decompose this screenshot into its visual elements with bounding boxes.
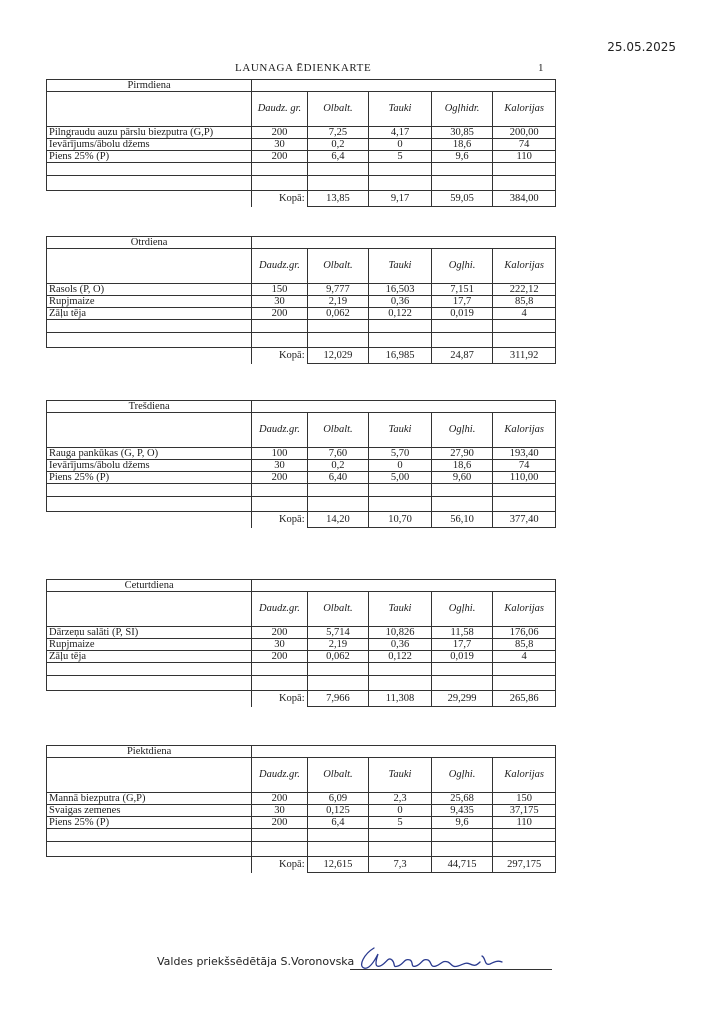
total-spacer <box>47 691 252 707</box>
item-name: Mannā biezputra (G,P) <box>47 793 252 805</box>
item-protein: 5,714 <box>307 627 369 639</box>
item-protein: 2,19 <box>307 296 369 308</box>
item-fat: 5,70 <box>369 448 432 460</box>
item-fat: 5,00 <box>369 472 432 484</box>
item-protein: 9,777 <box>307 284 369 296</box>
day-name-spacer <box>252 80 556 92</box>
column-header: Ogļhi. <box>431 758 493 793</box>
item-qty: 150 <box>252 284 307 296</box>
item-name: Rupjmaize <box>47 639 252 651</box>
blank-row <box>47 676 556 691</box>
item-qty: 200 <box>252 627 307 639</box>
total-fat: 16,985 <box>369 348 432 364</box>
column-header: Tauki <box>369 92 432 127</box>
item-kcal: 37,175 <box>493 805 556 817</box>
total-carbs: 56,10 <box>431 512 493 528</box>
day-name-spacer <box>252 746 556 758</box>
item-name: Ievārījums/ābolu džems <box>47 139 252 151</box>
item-kcal: 74 <box>493 460 556 472</box>
column-header: Olbalt. <box>307 758 369 793</box>
item-kcal: 74 <box>493 139 556 151</box>
day-name-spacer <box>252 237 556 249</box>
day-name-row <box>47 237 556 249</box>
blank-cell <box>252 176 307 191</box>
header-item-cell <box>47 758 252 793</box>
item-name: Dārzeņu salāti (P, SI) <box>47 627 252 639</box>
blank-cell <box>493 333 556 348</box>
blank-cell <box>369 333 432 348</box>
blank-row <box>47 663 556 676</box>
total-carbs: 44,715 <box>431 857 493 873</box>
blank-cell <box>47 676 252 691</box>
menu-table <box>46 236 556 364</box>
item-carbs: 0,019 <box>431 651 493 663</box>
item-name: Zāļu tēja <box>47 308 252 320</box>
item-fat: 4,17 <box>369 127 432 139</box>
blank-row <box>47 333 556 348</box>
signatory-label: Valdes priekšsēdētāja S.Voronovska <box>157 955 355 968</box>
menu-row <box>47 460 556 472</box>
item-carbs: 0,019 <box>431 308 493 320</box>
item-name: Piens 25% (P) <box>47 817 252 829</box>
column-header: Tauki <box>369 249 432 284</box>
blank-cell <box>493 842 556 857</box>
item-carbs: 17,7 <box>431 296 493 308</box>
item-kcal: 176,06 <box>493 627 556 639</box>
column-header: Olbalt. <box>307 592 369 627</box>
item-kcal: 193,40 <box>493 448 556 460</box>
item-qty: 200 <box>252 793 307 805</box>
blank-cell <box>47 333 252 348</box>
header-row <box>47 758 556 793</box>
blank-cell <box>307 484 369 497</box>
item-carbs: 9,60 <box>431 472 493 484</box>
blank-cell <box>307 676 369 691</box>
item-name: Ievārījums/ābolu džems <box>47 460 252 472</box>
menu-table <box>46 745 556 873</box>
item-fat: 0 <box>369 460 432 472</box>
item-qty: 30 <box>252 296 307 308</box>
item-kcal: 110 <box>493 151 556 163</box>
item-protein: 6,4 <box>307 817 369 829</box>
item-carbs: 9,6 <box>431 817 493 829</box>
blank-cell <box>431 484 493 497</box>
day-name: Ceturtdiena <box>47 580 252 592</box>
blank-cell <box>431 842 493 857</box>
item-qty: 30 <box>252 805 307 817</box>
item-qty: 200 <box>252 308 307 320</box>
column-header: Daudz. gr. <box>252 92 307 127</box>
blank-row <box>47 829 556 842</box>
item-name: Piens 25% (P) <box>47 472 252 484</box>
blank-cell <box>369 842 432 857</box>
document-title: LAUNAGA ĒDIENKARTE <box>235 62 372 74</box>
column-header: Ogļhidr. <box>431 92 493 127</box>
blank-cell <box>47 829 252 842</box>
blank-cell <box>493 829 556 842</box>
item-kcal: 4 <box>493 308 556 320</box>
blank-cell <box>47 497 252 512</box>
day-name-row <box>47 580 556 592</box>
total-kcal: 384,00 <box>493 191 556 207</box>
menu-row <box>47 296 556 308</box>
day-table-friday <box>46 745 556 873</box>
item-fat: 5 <box>369 151 432 163</box>
blank-cell <box>431 333 493 348</box>
menu-row <box>47 139 556 151</box>
menu-row <box>47 639 556 651</box>
blank-cell <box>47 663 252 676</box>
total-fat: 10,70 <box>369 512 432 528</box>
menu-row <box>47 151 556 163</box>
total-kcal: 265,86 <box>493 691 556 707</box>
item-qty: 30 <box>252 139 307 151</box>
header-item-cell <box>47 413 252 448</box>
column-header: Ogļhi. <box>431 249 493 284</box>
day-table-monday <box>46 79 556 207</box>
item-protein: 7,25 <box>307 127 369 139</box>
total-kcal: 297,175 <box>493 857 556 873</box>
total-spacer <box>47 191 252 207</box>
item-carbs: 27,90 <box>431 448 493 460</box>
item-carbs: 18,6 <box>431 460 493 472</box>
total-row <box>47 512 556 528</box>
item-qty: 30 <box>252 460 307 472</box>
day-name: Otrdiena <box>47 237 252 249</box>
item-qty: 200 <box>252 151 307 163</box>
blank-cell <box>47 842 252 857</box>
item-protein: 0,062 <box>307 651 369 663</box>
total-carbs: 24,87 <box>431 348 493 364</box>
menu-row <box>47 127 556 139</box>
item-carbs: 11,58 <box>431 627 493 639</box>
column-header: Kalorijas <box>493 249 556 284</box>
item-qty: 200 <box>252 817 307 829</box>
item-kcal: 222,12 <box>493 284 556 296</box>
document-date: 25.05.2025 <box>607 40 676 54</box>
item-carbs: 25,68 <box>431 793 493 805</box>
item-kcal: 4 <box>493 651 556 663</box>
total-label: Kopā: <box>252 512 307 528</box>
menu-row <box>47 817 556 829</box>
item-kcal: 85,8 <box>493 639 556 651</box>
blank-cell <box>369 497 432 512</box>
item-name: Pilngraudu auzu pārslu biezputra (G,P) <box>47 127 252 139</box>
item-protein: 6,4 <box>307 151 369 163</box>
column-header: Kalorijas <box>493 592 556 627</box>
item-protein: 0,125 <box>307 805 369 817</box>
total-label: Kopā: <box>252 348 307 364</box>
blank-cell <box>431 676 493 691</box>
item-kcal: 110 <box>493 817 556 829</box>
blank-cell <box>307 663 369 676</box>
item-fat: 2,3 <box>369 793 432 805</box>
blank-cell <box>307 829 369 842</box>
item-protein: 0,2 <box>307 460 369 472</box>
column-header: Ogļhi. <box>431 592 493 627</box>
blank-cell <box>252 333 307 348</box>
blank-cell <box>252 320 307 333</box>
item-name: Svaigas zemenes <box>47 805 252 817</box>
item-protein: 0,062 <box>307 308 369 320</box>
item-protein: 7,60 <box>307 448 369 460</box>
total-label: Kopā: <box>252 191 307 207</box>
column-header: Olbalt. <box>307 413 369 448</box>
column-header: Tauki <box>369 758 432 793</box>
total-label: Kopā: <box>252 691 307 707</box>
blank-cell <box>252 163 307 176</box>
total-protein: 12,615 <box>307 857 369 873</box>
item-carbs: 9,6 <box>431 151 493 163</box>
item-protein: 0,2 <box>307 139 369 151</box>
blank-cell <box>431 829 493 842</box>
blank-row <box>47 484 556 497</box>
menu-table <box>46 79 556 207</box>
menu-row <box>47 308 556 320</box>
item-carbs: 17,7 <box>431 639 493 651</box>
day-table-tuesday <box>46 236 556 364</box>
item-qty: 200 <box>252 651 307 663</box>
blank-cell <box>47 176 252 191</box>
item-fat: 0,122 <box>369 651 432 663</box>
item-fat: 0 <box>369 805 432 817</box>
blank-row <box>47 497 556 512</box>
blank-cell <box>493 163 556 176</box>
column-header: Daudz.gr. <box>252 249 307 284</box>
blank-cell <box>252 497 307 512</box>
blank-cell <box>47 484 252 497</box>
day-name: Piektdiena <box>47 746 252 758</box>
total-label: Kopā: <box>252 857 307 873</box>
item-fat: 0,36 <box>369 639 432 651</box>
blank-cell <box>252 484 307 497</box>
blank-cell <box>307 842 369 857</box>
day-name: Pirmdiena <box>47 80 252 92</box>
day-name-spacer <box>252 401 556 413</box>
blank-cell <box>493 484 556 497</box>
menu-row <box>47 448 556 460</box>
blank-cell <box>493 497 556 512</box>
blank-row <box>47 163 556 176</box>
blank-cell <box>252 842 307 857</box>
item-fat: 16,503 <box>369 284 432 296</box>
column-header: Kalorijas <box>493 413 556 448</box>
blank-row <box>47 320 556 333</box>
signature-line <box>350 969 552 970</box>
total-row <box>47 691 556 707</box>
blank-row <box>47 176 556 191</box>
total-spacer <box>47 348 252 364</box>
blank-cell <box>47 320 252 333</box>
item-name: Rauga pankūkas (G, P, O) <box>47 448 252 460</box>
header-row <box>47 249 556 284</box>
blank-cell <box>47 163 252 176</box>
day-name-row <box>47 80 556 92</box>
blank-cell <box>493 663 556 676</box>
total-fat: 7,3 <box>369 857 432 873</box>
header-row <box>47 413 556 448</box>
day-table-thursday <box>46 579 556 707</box>
total-carbs: 59,05 <box>431 191 493 207</box>
total-protein: 7,966 <box>307 691 369 707</box>
item-fat: 0,122 <box>369 308 432 320</box>
menu-row <box>47 651 556 663</box>
blank-cell <box>493 176 556 191</box>
column-header: Daudz.gr. <box>252 413 307 448</box>
item-qty: 30 <box>252 639 307 651</box>
item-carbs: 7,151 <box>431 284 493 296</box>
header-item-cell <box>47 592 252 627</box>
blank-cell <box>307 333 369 348</box>
blank-cell <box>493 320 556 333</box>
column-header: Kalorijas <box>493 758 556 793</box>
total-fat: 11,308 <box>369 691 432 707</box>
total-kcal: 377,40 <box>493 512 556 528</box>
menu-row <box>47 284 556 296</box>
blank-cell <box>252 676 307 691</box>
total-kcal: 311,92 <box>493 348 556 364</box>
item-name: Rasols (P, O) <box>47 284 252 296</box>
day-name: Trešdiena <box>47 401 252 413</box>
day-name-row <box>47 401 556 413</box>
page-number: 1 <box>538 62 544 74</box>
column-header: Tauki <box>369 592 432 627</box>
blank-cell <box>369 163 432 176</box>
total-row <box>47 857 556 873</box>
column-header: Tauki <box>369 413 432 448</box>
blank-cell <box>307 497 369 512</box>
total-spacer <box>47 512 252 528</box>
total-protein: 12,029 <box>307 348 369 364</box>
item-qty: 200 <box>252 127 307 139</box>
item-kcal: 110,00 <box>493 472 556 484</box>
column-header: Kalorijas <box>493 92 556 127</box>
item-kcal: 85,8 <box>493 296 556 308</box>
column-header: Daudz.gr. <box>252 758 307 793</box>
total-protein: 13,85 <box>307 191 369 207</box>
total-carbs: 29,299 <box>431 691 493 707</box>
header-item-cell <box>47 249 252 284</box>
item-protein: 2,19 <box>307 639 369 651</box>
blank-cell <box>369 829 432 842</box>
column-header: Olbalt. <box>307 92 369 127</box>
blank-cell <box>307 320 369 333</box>
blank-cell <box>307 176 369 191</box>
total-spacer <box>47 857 252 873</box>
item-name: Rupjmaize <box>47 296 252 308</box>
day-name-row <box>47 746 556 758</box>
blank-cell <box>369 484 432 497</box>
blank-cell <box>369 663 432 676</box>
item-fat: 10,826 <box>369 627 432 639</box>
blank-cell <box>431 176 493 191</box>
item-protein: 6,09 <box>307 793 369 805</box>
item-name: Piens 25% (P) <box>47 151 252 163</box>
item-qty: 100 <box>252 448 307 460</box>
menu-table <box>46 579 556 707</box>
blank-cell <box>369 320 432 333</box>
menu-row <box>47 627 556 639</box>
item-protein: 6,40 <box>307 472 369 484</box>
blank-cell <box>431 163 493 176</box>
column-header: Daudz.gr. <box>252 592 307 627</box>
item-qty: 200 <box>252 472 307 484</box>
header-item-cell <box>47 92 252 127</box>
blank-cell <box>369 176 432 191</box>
total-protein: 14,20 <box>307 512 369 528</box>
total-fat: 9,17 <box>369 191 432 207</box>
blank-cell <box>369 676 432 691</box>
item-carbs: 18,6 <box>431 139 493 151</box>
day-name-spacer <box>252 580 556 592</box>
menu-row <box>47 793 556 805</box>
blank-cell <box>431 320 493 333</box>
item-fat: 0 <box>369 139 432 151</box>
blank-cell <box>431 663 493 676</box>
header-row <box>47 92 556 127</box>
item-carbs: 9,435 <box>431 805 493 817</box>
blank-cell <box>252 663 307 676</box>
item-carbs: 30,85 <box>431 127 493 139</box>
column-header: Olbalt. <box>307 249 369 284</box>
header-row <box>47 592 556 627</box>
blank-cell <box>307 163 369 176</box>
blank-row <box>47 842 556 857</box>
menu-row <box>47 805 556 817</box>
total-row <box>47 191 556 207</box>
day-table-wednesday <box>46 400 556 528</box>
blank-cell <box>493 676 556 691</box>
menu-row <box>47 472 556 484</box>
item-fat: 0,36 <box>369 296 432 308</box>
item-kcal: 150 <box>493 793 556 805</box>
column-header: Ogļhi. <box>431 413 493 448</box>
item-kcal: 200,00 <box>493 127 556 139</box>
item-fat: 5 <box>369 817 432 829</box>
item-name: Zāļu tēja <box>47 651 252 663</box>
menu-table <box>46 400 556 528</box>
blank-cell <box>431 497 493 512</box>
total-row <box>47 348 556 364</box>
blank-cell <box>252 829 307 842</box>
